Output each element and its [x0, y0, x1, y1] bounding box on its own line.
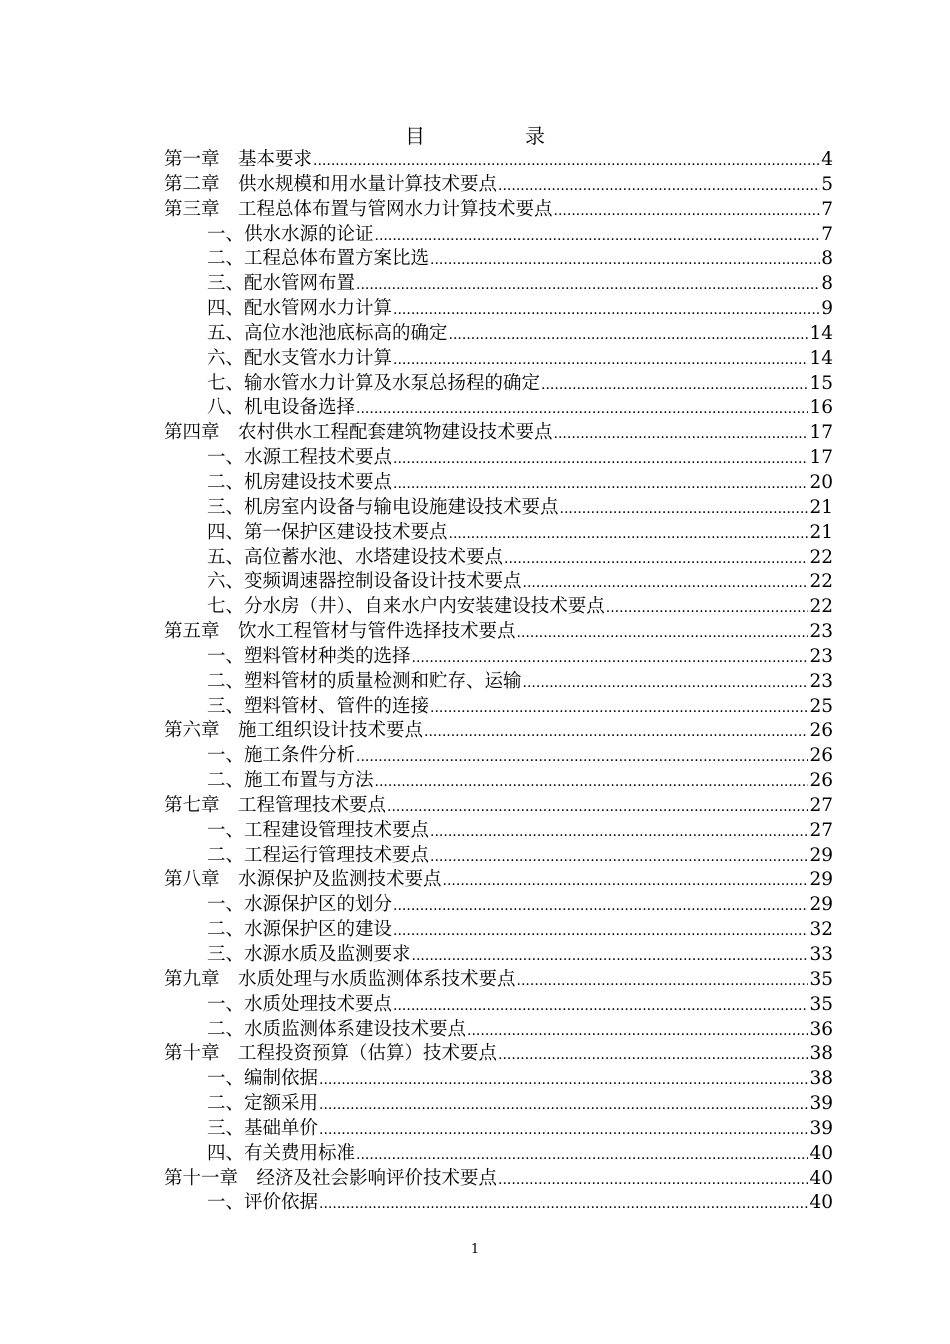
toc-entry-page: 16: [809, 397, 833, 419]
toc-entry-page: 27: [809, 819, 833, 841]
toc-section-entry[interactable]: [164, 844, 833, 869]
toc-entry-page: 23: [809, 621, 833, 643]
toc-entry-page: 7: [821, 198, 833, 220]
toc-entry-page: 33: [809, 944, 833, 965]
toc-entry-text: 一、水源工程技术要点: [207, 447, 393, 469]
toc-dot-leader: [356, 396, 808, 422]
toc-entry-page: 40: [809, 1167, 833, 1189]
toc-entry-page: 40: [809, 1192, 833, 1214]
toc-entry-page: 40: [809, 1142, 833, 1164]
toc-entry-page: 38: [809, 1068, 833, 1090]
toc-dot-leader: [430, 819, 808, 845]
toc-entry-text: 三、配水管网布置: [207, 273, 356, 295]
toc-entry-text: 第四章 农村供水工程配套建筑物建设技术要点: [164, 422, 553, 444]
toc-section-entry[interactable]: [164, 1117, 833, 1142]
toc-dot-leader: [560, 496, 809, 522]
toc-dot-leader: [449, 521, 809, 547]
toc-dot-leader: [443, 868, 809, 894]
toc-section-entry[interactable]: [164, 322, 833, 347]
toc-entry-text: 一、施工条件分析: [207, 745, 356, 767]
toc-entry-text: 二、水质监测体系建设技术要点: [207, 1018, 467, 1040]
toc-section-entry[interactable]: [164, 247, 833, 272]
toc-section-entry[interactable]: [164, 595, 833, 620]
toc-entry-page: 4: [821, 149, 833, 170]
toc-dot-leader: [393, 893, 808, 919]
toc-entry-page: 9: [821, 298, 833, 320]
toc-section-entry[interactable]: [164, 943, 833, 968]
toc-entry-text: 第二章 供水规模和用水量计算技术要点: [164, 173, 498, 195]
toc-entry-text: 第三章 工程总体布置与管网水力计算技术要点: [164, 198, 553, 220]
toc-section-entry[interactable]: [164, 1142, 833, 1167]
toc-entry-page: 29: [809, 844, 833, 866]
toc-dot-leader: [498, 1042, 808, 1068]
toc-entry-text: 第一章 基本要求: [164, 149, 313, 170]
toc-dot-leader: [319, 1117, 808, 1143]
toc-chapter-entry[interactable]: [164, 968, 833, 993]
toc-entry-page: 5: [821, 173, 833, 195]
toc-entry-text: 四、有关费用标准: [207, 1142, 356, 1164]
toc-dot-leader: [606, 595, 809, 621]
toc-entry-page: 38: [809, 1043, 833, 1065]
toc-dot-leader: [430, 247, 820, 273]
toc-entry-page: 14: [809, 347, 833, 369]
toc-section-entry[interactable]: [164, 1018, 833, 1043]
toc-entry-page: 26: [809, 745, 833, 767]
toc-entry-text: 五、高位水池池底标高的确定: [207, 322, 448, 344]
toc-entry-text: 一、塑料管材种类的选择: [207, 645, 411, 667]
toc-dot-leader: [541, 372, 808, 398]
toc-entry-page: 14: [809, 322, 833, 344]
toc-dot-leader: [412, 943, 809, 969]
toc-entry-page: 29: [809, 894, 833, 916]
toc-section-entry[interactable]: [164, 496, 833, 521]
table-of-contents: [164, 148, 833, 1216]
toc-entry-page: 8: [821, 248, 833, 270]
toc-entry-page: 15: [809, 372, 833, 394]
toc-entry-text: 二、工程总体布置方案比选: [207, 248, 430, 270]
toc-chapter-entry[interactable]: [164, 421, 833, 446]
toc-chapter-entry[interactable]: [164, 198, 833, 223]
toc-entry-text: 一、供水水源的论证: [207, 223, 374, 245]
toc-section-entry[interactable]: [164, 645, 833, 670]
toc-chapter-entry[interactable]: [164, 620, 833, 645]
toc-entry-text: 二、塑料管材的质量检测和贮存、运输: [207, 670, 522, 692]
toc-section-entry[interactable]: [164, 670, 833, 695]
toc-section-entry[interactable]: [164, 347, 833, 372]
toc-dot-leader: [467, 1018, 808, 1044]
toc-section-entry[interactable]: [164, 1191, 833, 1216]
toc-entry-text: 一、编制依据: [207, 1068, 319, 1090]
toc-section-entry[interactable]: [164, 769, 833, 794]
toc-dot-leader: [319, 1092, 808, 1118]
toc-section-entry[interactable]: [164, 446, 833, 471]
toc-entry-text: 第九章 水质处理与水质监测体系技术要点: [164, 968, 516, 990]
toc-dot-leader: [375, 769, 809, 795]
toc-dot-leader: [554, 421, 809, 447]
toc-entry-page: 39: [809, 1117, 833, 1139]
toc-dot-leader: [356, 744, 808, 770]
toc-dot-leader: [424, 719, 808, 745]
toc-chapter-entry[interactable]: [164, 1167, 833, 1192]
toc-entry-page: 21: [809, 521, 833, 543]
toc-dot-leader: [504, 546, 808, 572]
toc-section-entry[interactable]: [164, 1067, 833, 1092]
toc-entry-page: 22: [809, 546, 833, 568]
toc-chapter-entry[interactable]: [164, 868, 833, 893]
toc-dot-leader: [319, 1191, 808, 1217]
toc-dot-leader: [523, 570, 809, 596]
toc-entry-text: 第八章 水源保护及监测技术要点: [164, 869, 442, 891]
toc-dot-leader: [430, 695, 808, 721]
toc-entry-page: 25: [809, 695, 833, 717]
toc-dot-leader: [393, 471, 808, 497]
page-number: 1: [470, 1242, 480, 1257]
toc-entry-page: 27: [809, 794, 833, 816]
toc-section-entry[interactable]: [164, 546, 833, 571]
toc-section-entry[interactable]: [164, 570, 833, 595]
toc-entry-page: 23: [809, 645, 833, 667]
toc-section-entry[interactable]: [164, 521, 833, 546]
toc-dot-leader: [313, 148, 820, 174]
toc-entry-page: 36: [809, 1018, 833, 1040]
toc-entry-page: 7: [821, 223, 833, 245]
toc-section-entry[interactable]: [164, 396, 833, 421]
toc-entry-page: 8: [821, 273, 833, 295]
toc-entry-text: 二、定额采用: [207, 1093, 319, 1115]
toc-entry-text: 四、配水管网水力计算: [207, 298, 393, 320]
toc-entry-text: 第六章 施工组织设计技术要点: [164, 720, 424, 742]
toc-chapter-entry[interactable]: [164, 794, 833, 819]
toc-dot-leader: [554, 198, 821, 224]
toc-dot-leader: [393, 297, 820, 323]
toc-entry-text: 三、塑料管材、管件的连接: [207, 695, 430, 717]
toc-dot-leader: [319, 1067, 808, 1093]
toc-entry-page: 22: [809, 596, 833, 618]
toc-entry-text: 六、变频调速器控制设备设计技术要点: [207, 571, 522, 593]
toc-section-entry[interactable]: [164, 471, 833, 496]
toc-entry-text: 五、高位蓄水池、水塔建设技术要点: [207, 546, 504, 568]
toc-entry-text: 一、评价依据: [207, 1192, 319, 1214]
toc-dot-leader: [517, 968, 809, 994]
toc-dot-leader: [498, 173, 820, 199]
toc-entry-text: 八、机电设备选择: [207, 397, 356, 419]
toc-entry-text: 第五章 饮水工程管材与管件选择技术要点: [164, 621, 516, 643]
toc-entry-text: 一、水质处理技术要点: [207, 993, 393, 1015]
toc-entry-text: 第七章 工程管理技术要点: [164, 794, 387, 816]
toc-entry-text: 第十一章 经济及社会影响评价技术要点: [164, 1167, 498, 1189]
toc-entry-page: 35: [809, 993, 833, 1015]
toc-dot-leader: [430, 844, 808, 870]
toc-dot-leader: [412, 645, 809, 671]
toc-section-entry[interactable]: [164, 918, 833, 943]
toc-entry-page: 17: [809, 447, 833, 469]
toc-title: 目 录: [405, 124, 585, 148]
toc-dot-leader: [393, 918, 808, 944]
toc-section-entry[interactable]: [164, 372, 833, 397]
toc-entry-text: 三、机房室内设备与输电设施建设技术要点: [207, 496, 559, 518]
toc-entry-page: 39: [809, 1093, 833, 1115]
toc-entry-page: 32: [809, 919, 833, 941]
toc-entry-text: 七、输水管水力计算及水泵总扬程的确定: [207, 372, 541, 394]
toc-entry-page: 22: [809, 571, 833, 593]
toc-section-entry[interactable]: [164, 297, 833, 322]
toc-entry-text: 三、基础单价: [207, 1117, 319, 1139]
toc-dot-leader: [523, 670, 809, 696]
toc-entry-page: 17: [809, 422, 833, 444]
toc-section-entry[interactable]: [164, 272, 833, 297]
toc-entry-text: 二、机房建设技术要点: [207, 471, 393, 493]
toc-section-entry[interactable]: [164, 695, 833, 720]
toc-dot-leader: [387, 794, 808, 820]
toc-chapter-entry[interactable]: [164, 148, 833, 173]
toc-section-entry[interactable]: [164, 1092, 833, 1117]
toc-entry-text: 三、水源水质及监测要求: [207, 944, 411, 965]
toc-dot-leader: [393, 446, 808, 472]
toc-entry-text: 一、工程建设管理技术要点: [207, 819, 430, 841]
toc-entry-text: 七、分水房（井）、自来水户内安装建设技术要点: [207, 596, 605, 618]
toc-dot-leader: [449, 322, 809, 348]
toc-entry-page: 26: [809, 770, 833, 792]
toc-entry-text: 二、工程运行管理技术要点: [207, 844, 430, 866]
toc-dot-leader: [393, 347, 808, 373]
toc-section-entry[interactable]: [164, 893, 833, 918]
toc-dot-leader: [356, 1142, 808, 1168]
toc-entry-text: 二、水源保护区的建设: [207, 919, 393, 941]
toc-entry-text: 第十章 工程投资预算（估算）技术要点: [164, 1043, 498, 1065]
toc-section-entry[interactable]: [164, 993, 833, 1018]
toc-dot-leader: [393, 993, 808, 1019]
toc-entry-text: 四、第一保护区建设技术要点: [207, 521, 448, 543]
toc-entry-text: 六、配水支管水力计算: [207, 347, 393, 369]
toc-chapter-entry[interactable]: [164, 1042, 833, 1067]
toc-chapter-entry[interactable]: [164, 719, 833, 744]
toc-entry-page: 35: [809, 968, 833, 990]
toc-entry-page: 26: [809, 720, 833, 742]
toc-dot-leader: [375, 223, 821, 249]
toc-entry-page: 20: [809, 471, 833, 493]
toc-dot-leader: [517, 620, 809, 646]
toc-section-entry[interactable]: [164, 744, 833, 769]
toc-entry-text: 二、施工布置与方法: [207, 770, 374, 792]
toc-entry-page: 29: [809, 869, 833, 891]
toc-entry-text: 一、水源保护区的划分: [207, 894, 393, 916]
toc-entry-page: 21: [809, 496, 833, 518]
toc-dot-leader: [356, 272, 820, 298]
toc-section-entry[interactable]: [164, 819, 833, 844]
toc-dot-leader: [498, 1167, 808, 1193]
toc-section-entry[interactable]: [164, 223, 833, 248]
toc-entry-page: 23: [809, 670, 833, 692]
toc-chapter-entry[interactable]: [164, 173, 833, 198]
